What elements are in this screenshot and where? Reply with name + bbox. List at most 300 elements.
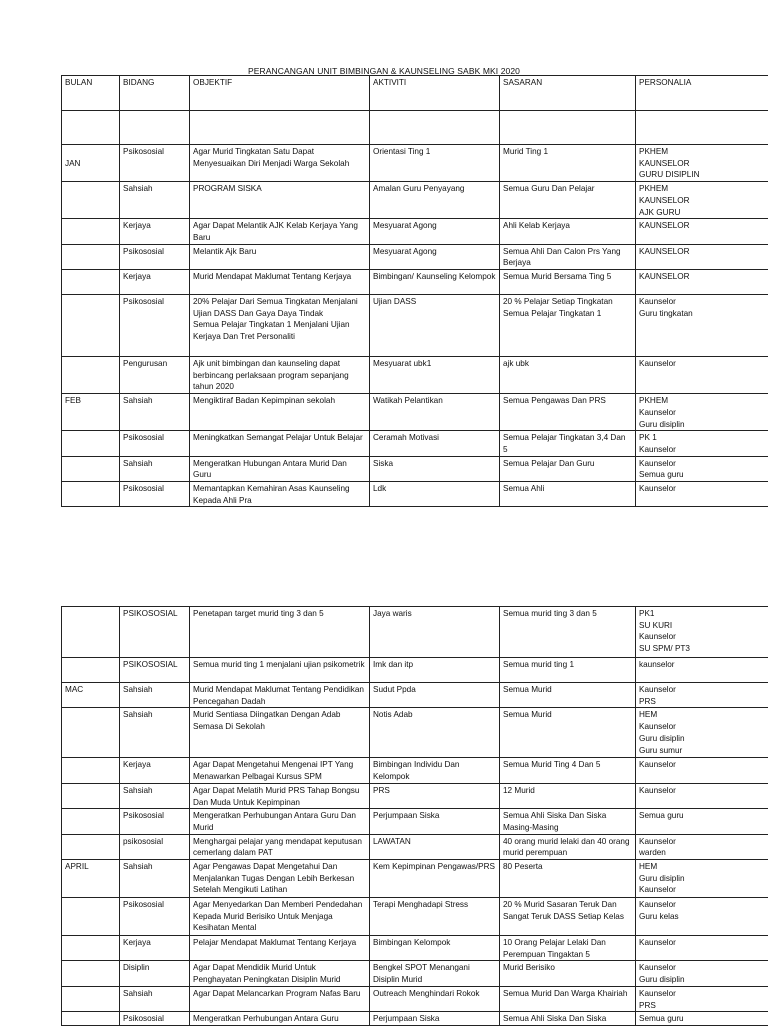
cell-sasaran (500, 783, 636, 808)
cell-personalia (636, 658, 768, 683)
column-header-aktiviti: AKTIVITI (370, 76, 500, 111)
cell-text-objektif: Meningkatkan Semangat Pelajar Untuk Belajar (193, 433, 363, 442)
cell-personalia (636, 456, 768, 481)
table-row (62, 244, 768, 269)
cell-text-aktiviti: Siska (373, 459, 393, 468)
cell-objektif (190, 357, 370, 394)
cell-sasaran (500, 809, 636, 834)
cell-text-objektif: Agar Dapat Melatih Murid PRS Tahap Bongsu Dan Muda Untuk Kepimpinan (193, 786, 362, 807)
cell-text-personalia: Kaunselor (639, 760, 676, 769)
cell-objektif (190, 431, 370, 456)
cell-text-objektif: Agar Dapat Mendidik Murid Untuk Penghayatan Peningkatan Disiplin Murid (193, 963, 340, 984)
cell-text-personalia: Kaunselor Guru disiplin (639, 963, 685, 984)
cell-text-aktiviti: Jaya waris (373, 609, 412, 618)
cell-text-aktiviti: Amalan Guru Penyayang (373, 184, 464, 193)
cell-text-aktiviti: Bimbingan/ Kaunseling Kelompok (373, 272, 495, 281)
cell-text-bidang: Kerjaya (123, 221, 151, 230)
cell-text-bidang: Sahsiah (123, 710, 153, 719)
cell-text-aktiviti: Bimbingan Kelompok (373, 938, 450, 947)
cell-objektif (190, 860, 370, 898)
cell-bulan (62, 658, 120, 683)
cell-aktiviti (370, 658, 500, 683)
cell-aktiviti (370, 683, 500, 708)
cell-bulan (62, 244, 120, 269)
cell-text-sasaran: 80 Peserta (503, 862, 543, 871)
cell-text-sasaran: 20 % Pelajar Setiap Tingkatan Semua Pelajar Tingkatan 1 (503, 297, 613, 318)
cell-bulan (62, 482, 120, 507)
cell-bulan (62, 270, 120, 295)
table-row (62, 683, 768, 708)
cell-text-personalia: Kaunselor (639, 484, 676, 493)
cell-bidang (120, 1012, 190, 1026)
table-row (62, 783, 768, 808)
cell-personalia (636, 295, 768, 357)
cell-text-objektif: Agar Pengawas Dapat Mengetahui Dan Menjalankan Tugas Dengan Lebih Berkesan Setelah Mengikuti Latihan (193, 862, 356, 894)
cell-sasaran (500, 1012, 636, 1026)
cell-text-bidang: Psikososial (123, 484, 164, 493)
cell-text-sasaran: ajk ubk (503, 359, 529, 368)
cell-text-objektif: Murid Mendapat Maklumat Tentang Kerjaya (193, 272, 351, 281)
table-row (62, 219, 768, 244)
cell-personalia (636, 860, 768, 898)
table-row (62, 607, 768, 658)
cell-text-objektif: 20% Pelajar Dari Semua Tingkatan Menjalani Ujian DASS Dan Gaya Daya Tindak Semua Pelajar Tingkatan 1 Menjalani Ujian Kerjaya Dan Tret Personaliti (193, 297, 360, 341)
cell-text-personalia: Semua guru (639, 811, 684, 820)
cell-text-bidang: Psikososial (123, 1014, 164, 1023)
cell-bulan (62, 860, 120, 898)
cell-personalia (636, 482, 768, 507)
cell-objektif (190, 783, 370, 808)
cell-aktiviti (370, 295, 500, 357)
cell-aktiviti (370, 394, 500, 431)
cell-sasaran (500, 270, 636, 295)
cell-text-objektif: Agar Menyedarkan Dan Memberi Pendedahan Kepada Murid Berisiko Untuk Menjaga Kesihatan Mental (193, 900, 365, 932)
cell-personalia (636, 834, 768, 859)
cell-bidang (120, 431, 190, 456)
cell-aktiviti (370, 834, 500, 859)
cell-sasaran (500, 860, 636, 898)
cell-text-bidang: Psikososial (123, 147, 164, 156)
cell-sasaran (500, 394, 636, 431)
cell-text-sasaran: Semua Pelajar Dan Guru (503, 459, 594, 468)
cell-bidang (120, 482, 190, 507)
cell-text-objektif: PROGRAM SISKA (193, 184, 262, 193)
table-row (62, 834, 768, 859)
cell-aktiviti (370, 182, 500, 219)
cell-personalia (636, 394, 768, 431)
cell-text-aktiviti: LAWATAN (373, 837, 411, 846)
cell-text-aktiviti: Kem Kepimpinan Pengawas/PRS (373, 862, 495, 871)
cell-bidang (120, 456, 190, 481)
table-row (62, 431, 768, 456)
cell-personalia (636, 219, 768, 244)
document-title: PERANCANGAN UNIT BIMBINGAN & KAUNSELING SABK MKI 2020 (0, 66, 768, 76)
cell-text-personalia: Kaunselor (639, 359, 676, 368)
cell-objektif (190, 898, 370, 936)
cell-text-bidang: Sahsiah (123, 685, 153, 694)
cell-bulan (62, 357, 120, 394)
cell-bidang (120, 270, 190, 295)
cell-text-bidang: Sahsiah (123, 396, 153, 405)
cell-text-personalia: Kaunselor (639, 938, 676, 947)
cell-text-objektif: Mengeratkan Perhubungan Antara Guru (193, 1014, 339, 1023)
cell-aktiviti (370, 431, 500, 456)
cell-text-aktiviti: Terapi Menghadapi Stress (373, 900, 468, 909)
cell-bidang (120, 111, 190, 145)
cell-bulan (62, 295, 120, 357)
cell-text-bidang: Psikososial (123, 297, 164, 306)
cell-text-personalia: Semua guru (639, 1014, 684, 1023)
cell-text-sasaran: Semua murid ting 1 (503, 660, 574, 669)
cell-text-personalia: PK 1 Kaunselor (639, 433, 676, 454)
cell-text-bidang: Kerjaya (123, 760, 151, 769)
cell-text-objektif: Mengeratkan Hubungan Antara Murid Dan Guru (193, 459, 349, 480)
cell-objektif (190, 145, 370, 182)
cell-bulan (62, 607, 120, 658)
cell-text-objektif: Penetapan target murid ting 3 dan 5 (193, 609, 324, 618)
cell-bidang (120, 708, 190, 758)
cell-personalia (636, 270, 768, 295)
cell-text-aktiviti: Watikah Pelantikan (373, 396, 443, 405)
cell-bidang (120, 936, 190, 961)
cell-sasaran (500, 758, 636, 783)
table-row (62, 145, 768, 182)
cell-bulan (62, 758, 120, 783)
column-header-sasaran: SASARAN (500, 76, 636, 111)
cell-objektif (190, 1012, 370, 1026)
table-row (62, 394, 768, 431)
cell-bulan (62, 219, 120, 244)
cell-text-aktiviti: Ujian DASS (373, 297, 416, 306)
cell-bulan (62, 683, 120, 708)
cell-sasaran (500, 708, 636, 758)
cell-bidang (120, 244, 190, 269)
cell-personalia (636, 809, 768, 834)
cell-sasaran (500, 936, 636, 961)
cell-sasaran (500, 898, 636, 936)
cell-objektif (190, 244, 370, 269)
cell-bidang (120, 683, 190, 708)
cell-text-personalia: PKHEM Kaunselor Guru disiplin (639, 396, 685, 428)
cell-text-personalia: PKHEM KAUNSELOR AJK GURU (639, 184, 690, 216)
cell-bulan (62, 145, 120, 182)
cell-text-objektif: Mengeratkan Perhubungan Antara Guru Dan Murid (193, 811, 358, 832)
cell-bidang (120, 783, 190, 808)
cell-objektif (190, 219, 370, 244)
cell-text-sasaran: Semua Murid Bersama Ting 5 (503, 272, 611, 281)
cell-aktiviti (370, 860, 500, 898)
cell-text-sasaran: Semua Ahli Dan Calon Prs Yang Berjaya (503, 247, 623, 268)
cell-objektif (190, 658, 370, 683)
table-row (62, 658, 768, 683)
cell-aktiviti (370, 244, 500, 269)
cell-text-sasaran: Semua Murid (503, 710, 552, 719)
cell-bidang (120, 607, 190, 658)
cell-bidang (120, 834, 190, 859)
cell-text-personalia: KAUNSELOR (639, 247, 690, 256)
cell-text-aktiviti: Mesyuarat Agong (373, 221, 437, 230)
cell-objektif (190, 936, 370, 961)
cell-text-aktiviti: Perjumpaan Siska (373, 811, 439, 820)
cell-text-bidang: Sahsiah (123, 989, 153, 998)
cell-text-sasaran: Murid Berisiko (503, 963, 555, 972)
cell-text-aktiviti: Ldk (373, 484, 386, 493)
cell-text-objektif: Melantik Ajk Baru (193, 247, 256, 256)
cell-personalia (636, 783, 768, 808)
cell-bulan (62, 783, 120, 808)
table-row (62, 482, 768, 507)
table-row (62, 860, 768, 898)
cell-aktiviti (370, 898, 500, 936)
cell-objektif (190, 683, 370, 708)
cell-bulan (62, 708, 120, 758)
cell-objektif (190, 834, 370, 859)
cell-bidang (120, 145, 190, 182)
cell-sasaran (500, 482, 636, 507)
cell-text-personalia: PKHEM KAUNSELOR GURU DISIPLIN (639, 147, 700, 179)
cell-bidang (120, 961, 190, 986)
cell-sasaran (500, 986, 636, 1011)
cell-text-aktiviti: Mesyuarat ubk1 (373, 359, 431, 368)
cell-aktiviti (370, 219, 500, 244)
cell-text-personalia: Kaunselor (639, 786, 676, 795)
cell-bidang (120, 898, 190, 936)
cell-bidang (120, 219, 190, 244)
plan-table-page-2 (61, 606, 768, 1026)
cell-aktiviti (370, 607, 500, 658)
cell-text-bidang: Psikososial (123, 900, 164, 909)
plan-table-page-1 (61, 75, 768, 507)
table-row (62, 357, 768, 394)
cell-text-bidang: Pengurusan (123, 359, 167, 368)
cell-aktiviti (370, 961, 500, 986)
cell-text-objektif: Agar Dapat Melantik AJK Kelab Kerjaya Yang Baru (193, 221, 360, 242)
cell-text-sasaran: 40 orang murid lelaki dan 40 orang murid perempuan (503, 837, 632, 858)
cell-aktiviti (370, 270, 500, 295)
table-row (62, 898, 768, 936)
cell-aktiviti (370, 708, 500, 758)
cell-text-bidang: Kerjaya (123, 938, 151, 947)
cell-objektif (190, 708, 370, 758)
table-row (62, 456, 768, 481)
cell-text-sasaran: Semua murid ting 3 dan 5 (503, 609, 597, 618)
cell-text-sasaran: Semua Guru Dan Pelajar (503, 184, 594, 193)
cell-sasaran (500, 244, 636, 269)
cell-aktiviti (370, 986, 500, 1011)
cell-text-personalia: Kaunselor Guru kelas (639, 900, 679, 921)
cell-text-bulan: FEB (65, 396, 81, 405)
column-header-bulan: BULAN (62, 76, 120, 111)
cell-bulan (62, 431, 120, 456)
table-row (62, 708, 768, 758)
cell-sasaran (500, 834, 636, 859)
cell-text-objektif: Ajk unit bimbingan dan kaunseling dapat berbincang perlaksaan program sepanjang tahun 2020 (193, 359, 351, 391)
cell-bidang (120, 986, 190, 1011)
cell-text-sasaran: Semua Pelajar Tingkatan 3,4 Dan 5 (503, 433, 628, 454)
cell-text-sasaran: 20 % Murid Sasaran Teruk Dan Sangat Teruk DASS Setiap Kelas (503, 900, 624, 921)
cell-text-personalia: HEM Kaunselor Guru disiplin Guru sumur (639, 710, 685, 754)
cell-objektif (190, 607, 370, 658)
cell-bidang (120, 758, 190, 783)
cell-bulan (62, 898, 120, 936)
cell-bidang (120, 658, 190, 683)
table-row (62, 809, 768, 834)
cell-aktiviti (370, 1012, 500, 1026)
cell-text-objektif: Agar Murid Tingkatan Satu Dapat Menyesuaikan Diri Menjadi Warga Sekolah (193, 147, 349, 168)
cell-sasaran (500, 182, 636, 219)
cell-text-aktiviti: Bengkel SPOT Menangani Disiplin Murid (373, 963, 472, 984)
cell-text-objektif: Murid Mendapat Maklumat Tentang Pendidikan Pencegahan Dadah (193, 685, 366, 706)
cell-sasaran (500, 295, 636, 357)
cell-text-aktiviti: Bimbingan Individu Dan Kelompok (373, 760, 462, 781)
cell-aktiviti (370, 783, 500, 808)
cell-personalia (636, 986, 768, 1011)
cell-bulan (62, 986, 120, 1011)
cell-text-objektif: Semua murid ting 1 menjalani ujian psikometrik (193, 660, 365, 669)
cell-text-sasaran: 10 Orang Pelajar Lelaki Dan Perempuan Tingaktan 5 (503, 938, 608, 959)
cell-bidang (120, 809, 190, 834)
cell-objektif (190, 986, 370, 1011)
cell-text-bidang: PSIKOSOSIAL (123, 609, 178, 618)
cell-text-bidang: Sahsiah (123, 786, 153, 795)
cell-text-aktiviti: Outreach Menghindari Rokok (373, 989, 480, 998)
cell-text-sasaran: Semua Pengawas Dan PRS (503, 396, 606, 405)
cell-bulan (62, 111, 120, 145)
cell-bulan (62, 961, 120, 986)
table-row (62, 295, 768, 357)
cell-text-sasaran: Murid Ting 1 (503, 147, 548, 156)
cell-text-bulan: APRIL (65, 862, 89, 871)
cell-text-bidang: Sahsiah (123, 862, 153, 871)
cell-aktiviti (370, 758, 500, 783)
cell-sasaran (500, 607, 636, 658)
cell-text-bidang: Kerjaya (123, 272, 151, 281)
cell-text-sasaran: Semua Murid (503, 685, 552, 694)
column-header-bidang: BIDANG (120, 76, 190, 111)
cell-aktiviti (370, 145, 500, 182)
cell-personalia (636, 607, 768, 658)
cell-text-sasaran: Semua Murid Ting 4 Dan 5 (503, 760, 600, 769)
cell-bidang (120, 357, 190, 394)
cell-text-aktiviti: Mesyuarat Agong (373, 247, 437, 256)
cell-sasaran (500, 219, 636, 244)
cell-text-objektif: Memantapkan Kemahiran Asas Kaunseling Kepada Ahli Pra (193, 484, 352, 505)
table-row (62, 758, 768, 783)
cell-bidang (120, 295, 190, 357)
cell-text-aktiviti: Perjumpaan Siska (373, 1014, 439, 1023)
cell-objektif (190, 758, 370, 783)
cell-text-bidang: Psikososial (123, 811, 164, 820)
cell-text-personalia: Kaunselor PRS (639, 989, 676, 1010)
cell-bulan (62, 834, 120, 859)
cell-personalia (636, 898, 768, 936)
cell-text-bidang: Psikososial (123, 433, 164, 442)
cell-objektif (190, 482, 370, 507)
cell-aktiviti (370, 456, 500, 481)
cell-text-personalia: Kaunselor PRS (639, 685, 676, 706)
cell-text-personalia: HEM Guru disiplin Kaunselor (639, 862, 685, 894)
column-header-objektif: OBJEKTIF (190, 76, 370, 111)
cell-personalia (636, 683, 768, 708)
cell-text-bidang: Sahsiah (123, 184, 153, 193)
cell-text-objektif: Menghargai pelajar yang mendapat keputusan cemerlang dalam PAT (193, 837, 364, 858)
cell-objektif (190, 809, 370, 834)
cell-text-bidang: Sahsiah (123, 459, 153, 468)
cell-text-sasaran: Semua Ahli (503, 484, 544, 493)
cell-text-bidang: psikososial (123, 837, 163, 846)
table-header-row (62, 76, 768, 111)
table-row (62, 270, 768, 295)
cell-text-aktiviti: Imk dan itp (373, 660, 413, 669)
table-row (62, 986, 768, 1011)
cell-text-objektif: Pelajar Mendapat Maklumat Tentang Kerjaya (193, 938, 356, 947)
cell-text-sasaran: Semua Ahli Siska Dan Siska Masing-Masing (503, 811, 609, 832)
cell-bulan (62, 394, 120, 431)
cell-text-bidang: PSIKOSOSIAL (123, 660, 178, 669)
cell-objektif (190, 270, 370, 295)
cell-text-bidang: Disiplin (123, 963, 149, 972)
cell-personalia (636, 431, 768, 456)
cell-sasaran (500, 111, 636, 145)
table-row (62, 961, 768, 986)
cell-objektif (190, 394, 370, 431)
cell-text-personalia: kaunselor (639, 660, 675, 669)
cell-aktiviti (370, 482, 500, 507)
cell-personalia (636, 1012, 768, 1026)
cell-text-objektif: Murid Sentiasa Diingatkan Dengan Adab Semasa Di Sekolah (193, 710, 343, 731)
cell-text-personalia: Kaunselor Guru tingkatan (639, 297, 693, 318)
cell-text-objektif: Agar Dapat Melancarkan Program Nafas Baru (193, 989, 360, 998)
cell-text-sasaran: 12 Murid (503, 786, 535, 795)
cell-objektif (190, 182, 370, 219)
cell-personalia (636, 357, 768, 394)
cell-personalia (636, 182, 768, 219)
cell-text-sasaran: Semua Ahli Siska Dan Siska (503, 1014, 606, 1023)
cell-aktiviti (370, 936, 500, 961)
cell-sasaran (500, 357, 636, 394)
table-row (62, 1012, 768, 1026)
cell-text-sasaran: Semua Murid Dan Warga Khairiah (503, 989, 627, 998)
cell-bulan (62, 809, 120, 834)
cell-bulan (62, 182, 120, 219)
cell-text-personalia: PK1 SU KURI Kaunselor SU SPM/ PT3 (639, 609, 690, 653)
cell-text-objektif: Mengiktiraf Badan Kepimpinan sekolah (193, 396, 335, 405)
cell-sasaran (500, 961, 636, 986)
cell-sasaran (500, 145, 636, 182)
cell-personalia (636, 708, 768, 758)
cell-text-aktiviti: Ceramah Motivasi (373, 433, 439, 442)
cell-text-personalia: Kaunselor warden (639, 837, 676, 858)
cell-bulan (62, 936, 120, 961)
cell-sasaran (500, 431, 636, 456)
cell-aktiviti (370, 809, 500, 834)
table-row (62, 182, 768, 219)
cell-personalia (636, 111, 768, 145)
cell-text-aktiviti: PRS (373, 786, 390, 795)
cell-text-bulan: JAN (65, 159, 80, 168)
cell-text-bidang: Psikososial (123, 247, 164, 256)
cell-text-bulan: MAC (65, 685, 83, 694)
cell-objektif (190, 961, 370, 986)
cell-sasaran (500, 683, 636, 708)
cell-text-aktiviti: Orientasi Ting 1 (373, 147, 430, 156)
cell-text-personalia: KAUNSELOR (639, 221, 690, 230)
cell-personalia (636, 961, 768, 986)
cell-objektif (190, 295, 370, 357)
cell-text-personalia: KAUNSELOR (639, 272, 690, 281)
cell-text-objektif: Agar Dapat Mengetahui Mengenai IPT Yang Menawarkan Pelbagai Kursus SPM (193, 760, 356, 781)
cell-text-aktiviti: Sudut Ppda (373, 685, 416, 694)
